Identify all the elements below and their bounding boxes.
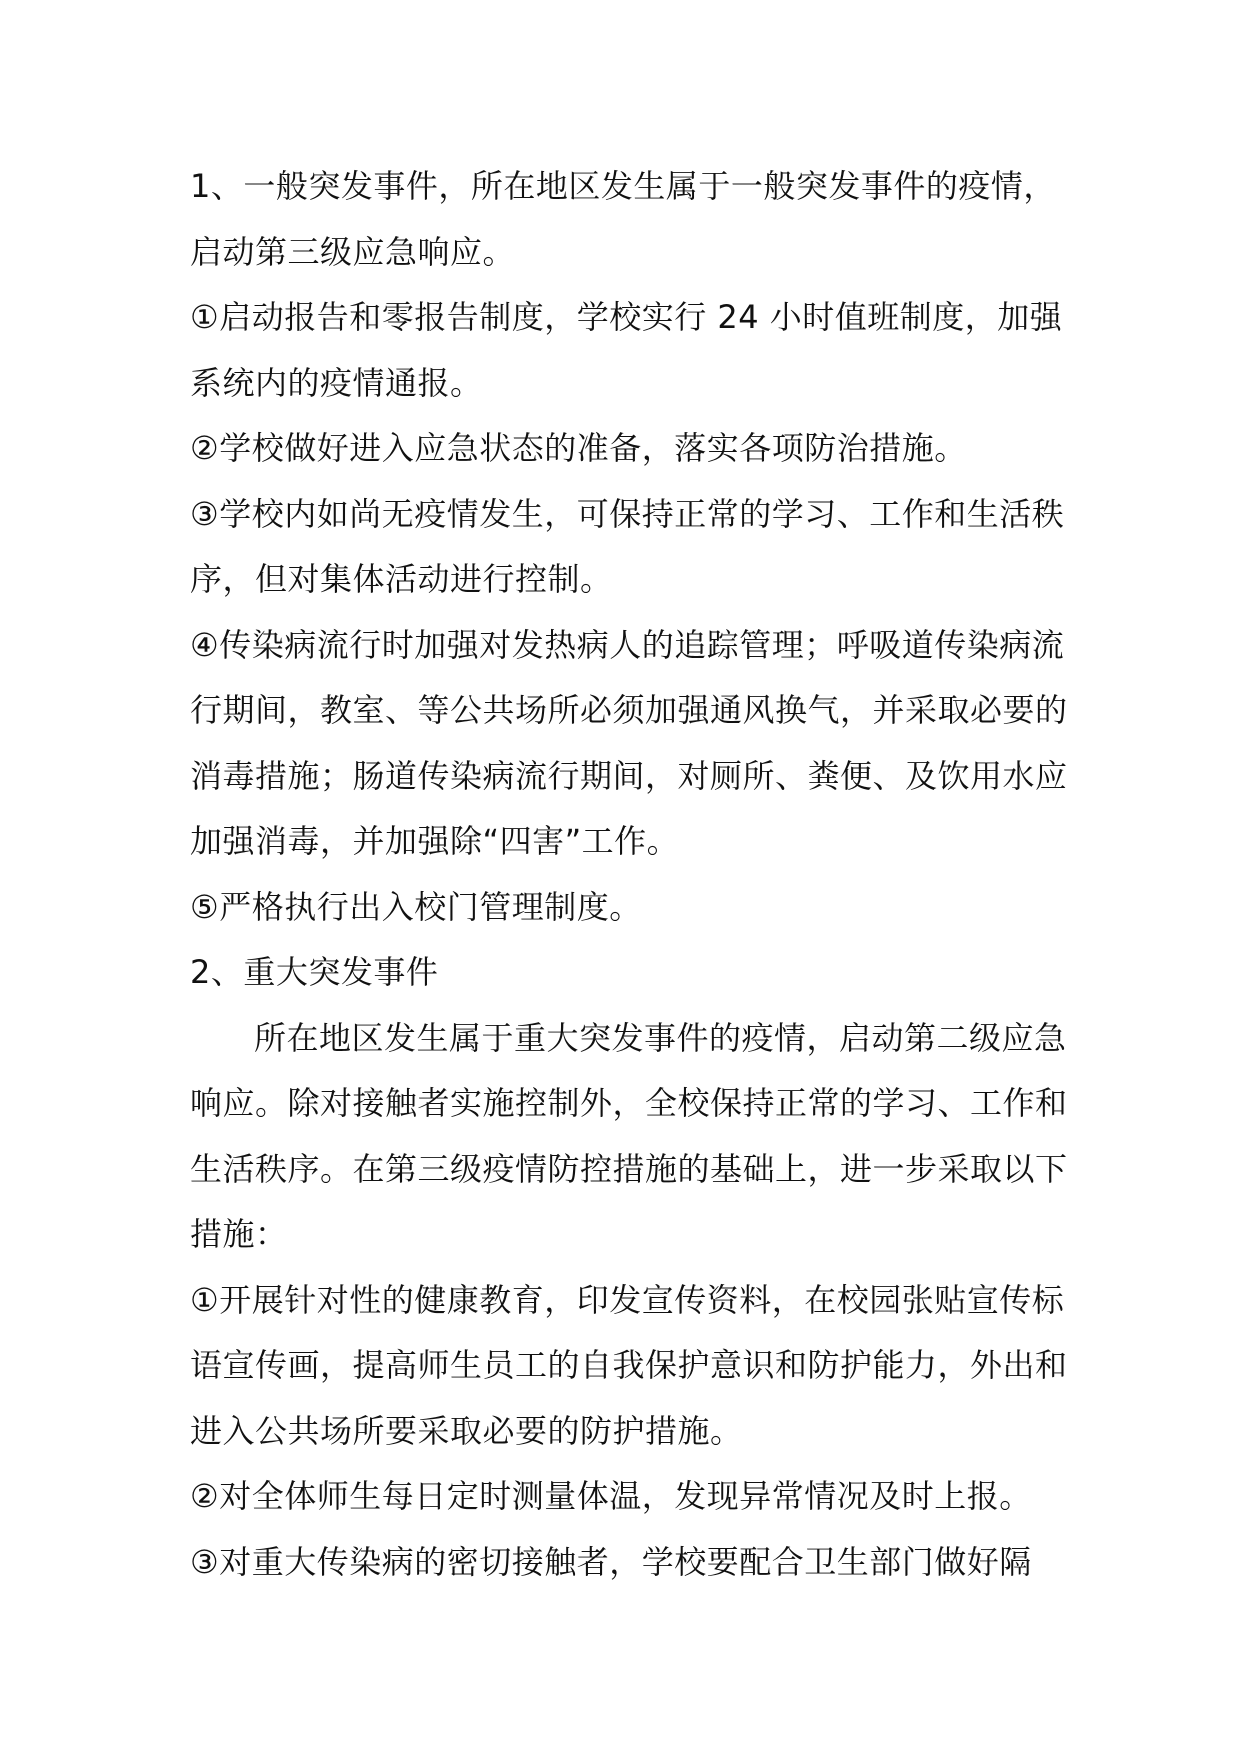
- paragraph-level3-item-3: ③学校内如尚无疫情发生，可保持正常的学习、工作和生活秩序，但对集体活动进行控制。: [190, 494, 1065, 598]
- paragraph-level2-item-2: ②对全体师生每日定时测量体温，发现异常情况及时上报。: [190, 1477, 1032, 1515]
- paragraph-level2-intro: 所在地区发生属于重大突发事件的疫情，启动第二级应急响应。除对接触者实施控制外，全校保持正常的学习、工作和生活秩序。在第三级疫情防控措施的基础上，进一步采取以下措施：: [190, 1018, 1068, 1253]
- paragraph-level2-item-1: ①开展针对性的健康教育，印发宣传资料，在校园张贴宣传标语宣传画，提高师生员工的自我保护意识和防护能力，外出和进入公共场所要采取必要的防护措施。: [190, 1280, 1068, 1450]
- paragraph-level2-item-3: ③对重大传染病的密切接触者，学校要配合卫生部门做好隔: [190, 1542, 1032, 1581]
- paragraph-level2-heading: 2、重大突发事件: [190, 953, 439, 991]
- paragraph-level3-heading: 1、一般突发事件，所在地区发生属于一般突发事件的疫情，启动第三级应急响应。: [190, 167, 1056, 271]
- document-body: [190, 154, 1070, 1595]
- paragraph-level3-item-2: ②学校做好进入应急状态的准备，落实各项防治措施。: [190, 429, 967, 467]
- paragraph-level3-item-5: ⑤严格执行出入校门管理制度。: [190, 887, 642, 926]
- paragraph-level3-item-1: ①启动报告和零报告制度，学校实行 24 小时值班制度，加强系统内的疫情通报。: [190, 298, 1063, 402]
- paragraph-level3-item-4: ④传染病流行时加强对发热病人的追踪管理；呼吸道传染病流行期间，教室、等公共场所必须加强通风换气，并采取必要的消毒措施；肠道传染病流行期间，对厕所、粪便、及饮用水应加强消毒，并加强除“四害”工作。: [190, 625, 1068, 860]
